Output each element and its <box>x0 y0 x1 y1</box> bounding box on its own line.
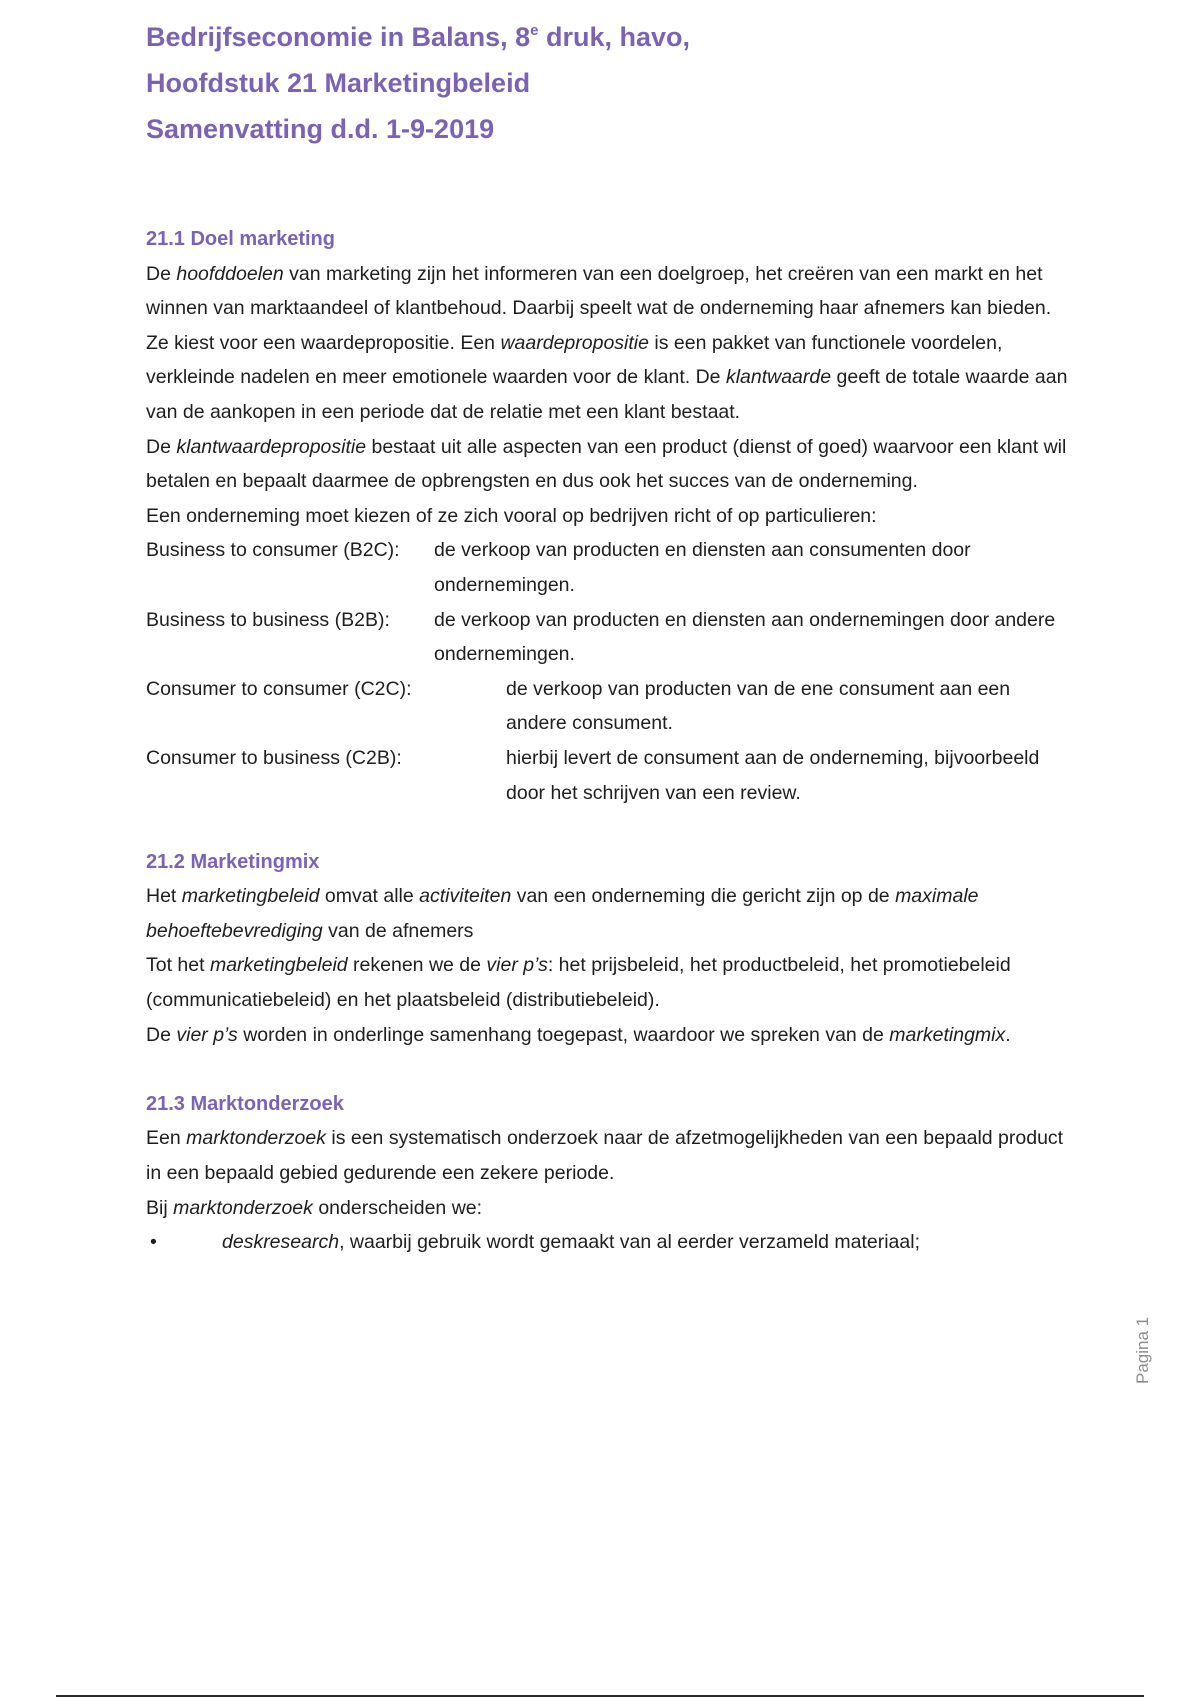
italic-term: marketingbeleid <box>181 885 320 908</box>
italic-term: hoofddoelen <box>176 262 284 285</box>
text-run: bestaat uit alle aspecten van een product (dienst of goed) waarvoor een klant wil betalen en bepaalt daarmee de opbrengsten en dus ook het succes van de onderneming. <box>146 435 1067 493</box>
italic-term: deskresearch <box>222 1231 340 1254</box>
section-spacer <box>146 1052 1076 1087</box>
paragraph <box>146 879 1076 948</box>
italic-term: marktonderzoek <box>173 1196 313 1219</box>
text-run: rekenen we de <box>347 954 487 977</box>
definition-text: de verkoop van producten en diensten aan ondernemingen door andere ondernemingen. <box>434 608 1056 666</box>
italic-term: activiteiten <box>419 885 512 908</box>
definition-term: Business to consumer (B2C): <box>146 539 400 562</box>
paragraph: Een onderneming moet kiezen of ze zich vooral op bedrijven richt of op particulieren: <box>146 504 877 527</box>
title-line-3: Samenvatting d.d. 1-9-2019 <box>146 114 495 144</box>
text-run: , waarbij gebruik wordt gemaakt van al eerder verzameld materiaal; <box>339 1231 920 1254</box>
text-run: worden in onderlinge samenhang toegepast, waardoor we spreken van de <box>237 1023 890 1046</box>
definition-term: Business to business (B2B): <box>146 608 390 631</box>
italic-term: maximale behoeftebevrediging <box>146 885 979 942</box>
text-run: Een <box>146 1127 187 1150</box>
definition-row-b2c <box>146 533 1076 602</box>
italic-term: marketingmix <box>889 1023 1006 1046</box>
definition-row-c2b <box>146 741 1076 810</box>
text-run: Bij <box>146 1196 174 1219</box>
text-run: van een onderneming die gericht zijn op de <box>511 885 896 908</box>
definition-text: hierbij levert de consument aan de onderneming, bijvoorbeeld door het schrijven van een review. <box>506 746 1040 804</box>
italic-term: vier p’s <box>486 954 548 977</box>
list-item-text <box>222 1225 920 1260</box>
italic-term: marketingbeleid <box>209 954 348 977</box>
text-run: . <box>1005 1023 1011 1046</box>
definition-term: Consumer to business (C2B): <box>146 746 402 769</box>
text-run: : het prijsbeleid, het productbeleid, het promotiebeleid (communicatiebeleid) en het plaatsbeleid (distributiebeleid). <box>146 954 1011 1012</box>
definition-text: de verkoop van producten van de ene consument aan een andere consument. <box>506 677 1011 735</box>
title-line-1-main: Bedrijfseconomie in Balans, 8 <box>146 22 531 52</box>
footer-divider <box>56 1695 1144 1697</box>
title-line-2: Hoofdstuk 21 Marketingbeleid <box>146 68 531 98</box>
paragraph <box>146 257 1076 430</box>
definition-row-c2c <box>146 672 1076 741</box>
bullet-icon: • <box>150 1231 157 1254</box>
text-run: van de afnemers <box>322 919 474 942</box>
italic-term: vier p’s <box>176 1023 238 1046</box>
italic-term: klantwaardepropositie <box>176 435 367 458</box>
text-run: onderscheiden we: <box>312 1196 483 1219</box>
text-run: De <box>146 1023 177 1046</box>
title-superscript: e <box>530 22 539 39</box>
section-heading-21-2: 21.2 Marketingmix <box>146 850 320 873</box>
document-title-block <box>146 14 1046 152</box>
definition-text: de verkoop van producten en diensten aan consumenten door ondernemingen. <box>434 539 971 596</box>
italic-term: marktonderzoek <box>186 1127 326 1150</box>
italic-term: klantwaarde <box>725 366 832 389</box>
text-run: De <box>146 262 177 285</box>
paragraph <box>146 948 1076 1017</box>
definition-term: Consumer to consumer (C2C): <box>146 677 412 700</box>
paragraph <box>146 1121 1076 1190</box>
text-run: Het <box>146 885 182 908</box>
text-run: geeft de totale waarde aan van de aankopen in een periode dat de relatie met een klant bestaat. <box>146 366 1068 423</box>
section-heading-21-3: 21.3 Marktonderzoek <box>146 1092 344 1115</box>
paragraph <box>146 1018 1076 1053</box>
page-number-label: Pagina 1 <box>1133 1316 1152 1384</box>
section-heading-21-1: 21.1 Doel marketing <box>146 228 335 250</box>
text-run: van marketing zijn het informeren van een doelgroep, het creëren van een markt en het winnen van marktaandeel of klantbehoud. Daarbij speelt wat de onderneming haar afnemers kan bieden. Ze kiest voor een waardepropositie. Een <box>146 262 1052 354</box>
section-spacer <box>146 810 1076 845</box>
document-body <box>146 222 1076 1260</box>
list-item <box>146 1225 1076 1260</box>
text-run: is een systematisch onderzoek naar de afzetmogelijkheden van een bepaald product in een bepaald gebied gedurende een zekere periode. <box>146 1127 1064 1185</box>
text-run: De <box>146 435 177 458</box>
title-line-1-rest: druk, havo, <box>538 22 691 52</box>
italic-term: waardepropositie <box>500 331 649 354</box>
definition-row-b2b <box>146 603 1076 672</box>
text-run: is een pakket van functionele voordelen, verkleinde nadelen en meer emotionele waarden voor de klant. De <box>146 331 1003 389</box>
text-run: omvat alle <box>319 885 420 908</box>
text-run: Tot het <box>146 954 210 977</box>
paragraph <box>146 1191 1076 1226</box>
title-line-1 <box>146 14 1046 60</box>
paragraph <box>146 430 1076 499</box>
